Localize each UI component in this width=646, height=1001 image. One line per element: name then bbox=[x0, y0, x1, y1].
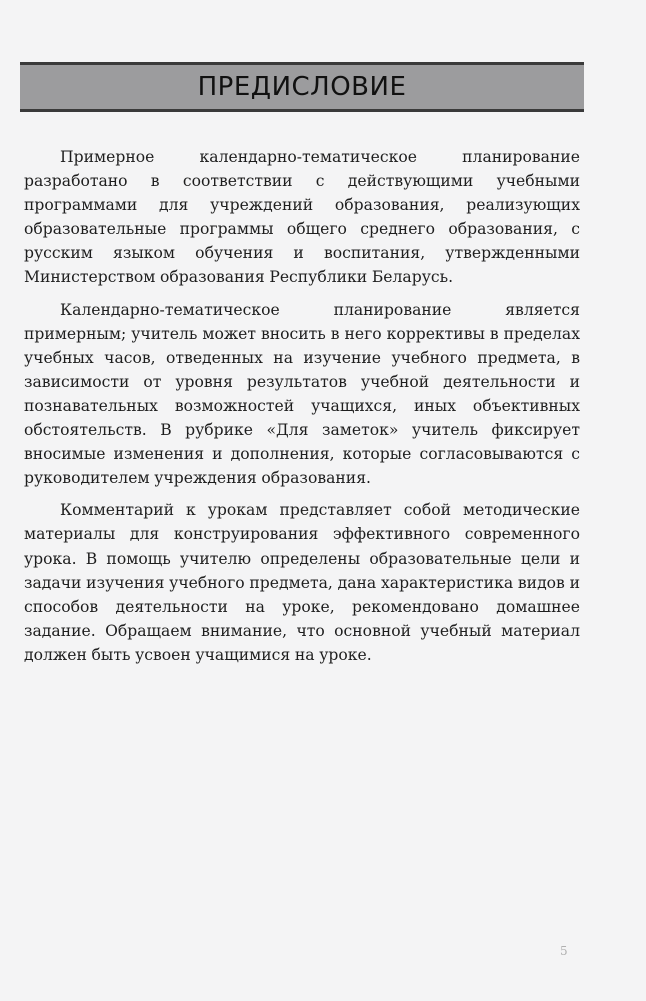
paragraph-2: Календарно-тематическое планирование является примерным; учитель может вносить в него коррективы в пределах учебных часов, отведенных на изучение учебного предмета, в зависимости от уровня результатов учебной деятельности и познавательных возможностей учащихся, иных объективных обстоятельств. В рубрике «Для заметок» учитель фиксирует вносимые изменения и дополнения, которые согласовываются с руководителем учреждения образования. bbox=[24, 300, 580, 488]
body-text bbox=[24, 145, 580, 675]
header-band bbox=[20, 62, 584, 112]
paragraph-3: Комментарий к урокам представляет собой методические материалы для конструирования эффективного современного урока. В помощь учителю определены образовательные цели и задачи изучения учебного предмета, дана характеристика видов и способов деятельности на уроке, рекомендовано домашнее задание. Обращаем внимание, что основной учебный материал должен быть усвоен учащимися на уроке. bbox=[24, 501, 580, 664]
page-title: ПРЕДИСЛОВИЕ bbox=[197, 72, 407, 102]
paragraph-1: Примерное календарно-тематическое планирование разработано в соответствии с действующими учебными программами для учреждений образования, реализующих образовательные программы общего среднего образования, с русским языком обучения и воспитания, утвержденными Министерством образования Республики Беларусь. bbox=[24, 148, 580, 287]
page-number: 5 bbox=[560, 944, 568, 958]
